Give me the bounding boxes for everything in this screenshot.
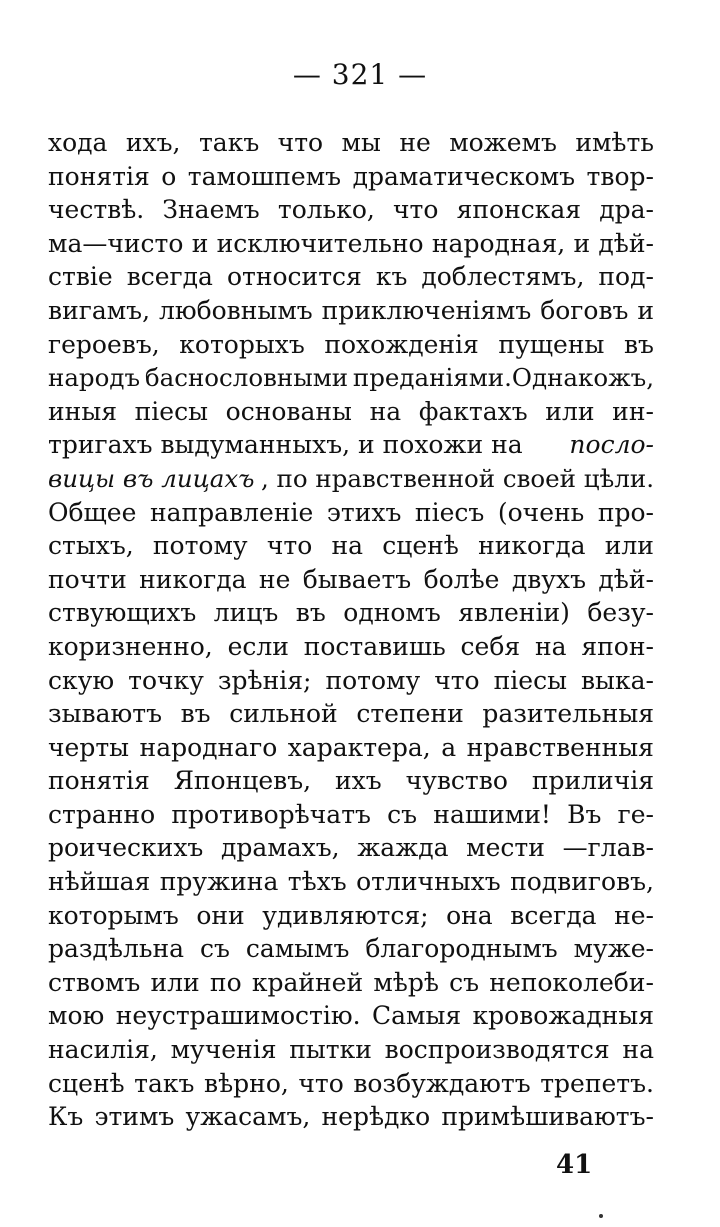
text-line: [48, 899, 654, 933]
word: безу-: [587, 598, 654, 628]
word: болѣе: [423, 564, 500, 594]
word: иныя: [48, 396, 117, 426]
text-line: [48, 764, 654, 798]
word: Знаемъ: [162, 195, 260, 225]
signature-mark: 41: [556, 1150, 593, 1180]
word: никогда: [478, 531, 586, 561]
word: тамошпемъ: [187, 161, 342, 191]
word: непоколеби-: [489, 967, 654, 997]
word: мѣрѣ: [373, 967, 439, 997]
word: этимъ: [94, 1102, 175, 1132]
word: только,: [277, 195, 375, 225]
word: явленіи): [458, 598, 570, 628]
word: и: [191, 228, 209, 258]
word: зываютъ: [48, 699, 163, 729]
word: вѣрно,: [204, 1068, 289, 1098]
word: мученія: [170, 1035, 277, 1065]
word: и: [573, 228, 591, 258]
word: —глав-: [562, 833, 654, 863]
word: приличія: [531, 766, 654, 796]
word: ихъ: [335, 766, 382, 796]
word: Въ: [567, 799, 602, 829]
word: чувство: [405, 766, 508, 796]
word: съ: [199, 934, 230, 964]
word: по: [209, 967, 242, 997]
word: піесы: [493, 665, 567, 695]
word: тѣхъ: [287, 867, 347, 897]
word: муже-: [573, 934, 654, 964]
word: себя: [460, 631, 521, 661]
word: степени: [356, 699, 464, 729]
word: сценѣ: [48, 1068, 125, 1098]
word: драматическомъ: [352, 161, 576, 191]
word: дѣй-: [598, 564, 654, 594]
word: ствующихъ: [48, 598, 197, 628]
word: противорѣчатъ: [171, 799, 371, 829]
word: или: [545, 396, 595, 426]
word: съ: [449, 967, 480, 997]
word: они: [196, 900, 245, 930]
word: что: [298, 1068, 344, 1098]
text-line: [48, 227, 654, 261]
text-line: [48, 630, 654, 664]
word: фактахъ: [418, 396, 528, 426]
word: такъ: [198, 128, 260, 157]
word: боговъ: [540, 295, 629, 325]
word: разительныя: [482, 699, 654, 729]
word: такъ: [134, 1068, 195, 1098]
word: примѣшиваютъ-: [441, 1102, 654, 1132]
word: о: [161, 161, 177, 191]
word: на: [369, 396, 402, 426]
word: характера,: [287, 732, 431, 762]
word: черты: [48, 732, 130, 762]
word: поставишь: [303, 631, 446, 661]
word: удивляются;: [262, 900, 429, 930]
word: бываетъ: [302, 564, 412, 594]
word: піесы: [134, 396, 208, 426]
word: мою: [48, 1001, 105, 1031]
word: что: [393, 195, 439, 225]
word: отличныхъ: [356, 867, 501, 897]
word: что: [434, 665, 480, 695]
word: она: [446, 900, 493, 930]
word: понятія: [48, 161, 150, 191]
word: народная,: [431, 228, 566, 258]
word: одномъ: [343, 598, 441, 628]
word: нравственныя: [466, 732, 654, 762]
word: всегда: [126, 262, 213, 292]
word: имѣть: [575, 128, 654, 157]
word: Къ: [48, 1102, 84, 1132]
word: лицъ: [213, 598, 279, 628]
word: насилія,: [48, 1035, 158, 1065]
italic-run: вицы въ лицахъ: [48, 463, 255, 493]
word: на: [534, 631, 567, 661]
word: точку: [128, 665, 204, 695]
word: піесъ: [414, 497, 485, 527]
word: не: [399, 128, 431, 157]
word: всегда: [510, 900, 597, 930]
word: благороднымъ: [365, 934, 558, 964]
word: а: [441, 732, 457, 762]
text-line: [48, 596, 654, 630]
word: исключительно: [216, 228, 424, 258]
text-line: [48, 664, 654, 698]
word: направленіе: [149, 497, 314, 527]
word: драмахъ,: [221, 833, 340, 863]
word: народъ: [48, 363, 141, 393]
text-line-mixed: [48, 428, 654, 462]
text-run: тригахъ выдуманныхъ, и похожи на: [48, 430, 523, 460]
text-line: [48, 395, 654, 429]
word: возбуждаютъ: [353, 1068, 531, 1098]
word: потому: [325, 665, 421, 695]
word: скую: [48, 665, 115, 695]
word: раздѣльна: [48, 934, 185, 964]
word: странно: [48, 799, 156, 829]
word: нашими!: [433, 799, 551, 829]
word: трепетъ.: [540, 1068, 654, 1098]
word: про-: [597, 497, 654, 527]
text-line: [48, 697, 654, 731]
word: Японцевъ,: [173, 766, 312, 796]
word: если: [227, 631, 289, 661]
word: можемъ: [449, 128, 557, 157]
word: воспроизводятся: [384, 1035, 610, 1065]
word: выка-: [580, 665, 654, 695]
text-line: [48, 563, 654, 597]
word: или: [150, 967, 200, 997]
word: вигамъ,: [48, 295, 151, 325]
word: дѣй-: [598, 228, 654, 258]
word: Общее: [48, 497, 137, 527]
word: и: [637, 295, 654, 325]
word: не: [258, 564, 291, 594]
text-line: [48, 798, 654, 832]
text-line: [48, 966, 654, 1000]
text-line: [48, 361, 654, 395]
text-line: [48, 1100, 654, 1134]
text-run: , по нравственной своей цѣли.: [260, 463, 654, 493]
word: что: [277, 128, 324, 157]
word: которыхъ: [179, 329, 305, 359]
word: пружина: [159, 867, 279, 897]
word: двухъ: [511, 564, 587, 594]
word: почти: [48, 564, 127, 594]
word: что: [266, 531, 313, 561]
word: любовнымъ: [158, 295, 313, 325]
word: стыхъ,: [48, 531, 134, 561]
word: подвиговъ,: [510, 867, 654, 897]
text-line: [48, 999, 654, 1033]
word: пытки: [289, 1035, 372, 1065]
word: ствіе: [48, 262, 113, 292]
word: зрѣнія;: [217, 665, 312, 695]
word: никогда: [139, 564, 247, 594]
text-line: [48, 529, 654, 563]
word: ствомъ: [48, 967, 141, 997]
word: доблестямъ,: [421, 262, 585, 292]
text-line: [48, 328, 654, 362]
text-line: [48, 1067, 654, 1101]
word: на: [622, 1035, 654, 1065]
word: неустрашимостію.: [115, 1001, 361, 1031]
word: къ: [375, 262, 408, 292]
word: преданіями.Однакожъ,: [352, 363, 654, 393]
word: этихъ: [326, 497, 402, 527]
text-line: [48, 865, 654, 899]
word: пущены: [498, 329, 605, 359]
text-line: [48, 496, 654, 530]
word: приключеніямъ: [321, 295, 532, 325]
page-number: — 321 —: [292, 58, 428, 91]
word: сильной: [229, 699, 338, 729]
word: дра-: [599, 195, 654, 225]
word: ихъ,: [125, 128, 181, 157]
word: кровожадныя: [472, 1001, 654, 1031]
text-line: [48, 260, 654, 294]
word: основаны: [225, 396, 352, 426]
word: баснословными: [144, 363, 349, 393]
word: Самыя: [371, 1001, 462, 1031]
word: нерѣдко: [321, 1102, 431, 1132]
ink-speck: [599, 1214, 603, 1218]
text-line: [48, 126, 654, 160]
word: япон-: [581, 631, 654, 661]
word: въ: [180, 699, 211, 729]
word: под-: [598, 262, 654, 292]
word: крайней: [251, 967, 364, 997]
word: ужасамъ,: [185, 1102, 311, 1132]
word: потому: [152, 531, 248, 561]
word: похожденія: [324, 329, 479, 359]
word: нѣйшая: [48, 867, 151, 897]
word: не-: [614, 900, 654, 930]
word: или: [604, 531, 654, 561]
word: хода: [48, 128, 108, 157]
text-line-mixed: [48, 462, 654, 496]
body-text: [48, 126, 654, 1134]
word: мести: [466, 833, 545, 863]
text-line: [48, 831, 654, 865]
word: съ: [387, 799, 418, 829]
word: ге-: [617, 799, 654, 829]
word: самымъ: [245, 934, 350, 964]
word: понятія: [48, 766, 150, 796]
word: въ: [623, 329, 654, 359]
text-line: [48, 193, 654, 227]
word: сценѣ: [382, 531, 459, 561]
text-line: [48, 294, 654, 328]
word: ма—чисто: [48, 228, 184, 258]
word: жажда: [357, 833, 449, 863]
word: ин-: [612, 396, 654, 426]
word: японская: [456, 195, 582, 225]
word: героевъ,: [48, 329, 160, 359]
word: коризненно,: [48, 631, 213, 661]
word: на: [331, 531, 364, 561]
word: народнаго: [139, 732, 278, 762]
word: относится: [226, 262, 362, 292]
word: мы: [341, 128, 381, 157]
italic-run: посло-: [569, 430, 654, 460]
word: которымъ: [48, 900, 179, 930]
word: роическихъ: [48, 833, 204, 863]
word: чествѣ.: [48, 195, 145, 225]
text-line: [48, 731, 654, 765]
word: (очень: [497, 497, 585, 527]
text-line: [48, 160, 654, 194]
word: твор-: [586, 161, 654, 191]
word: въ: [295, 598, 326, 628]
text-line: [48, 932, 654, 966]
text-line: [48, 1033, 654, 1067]
